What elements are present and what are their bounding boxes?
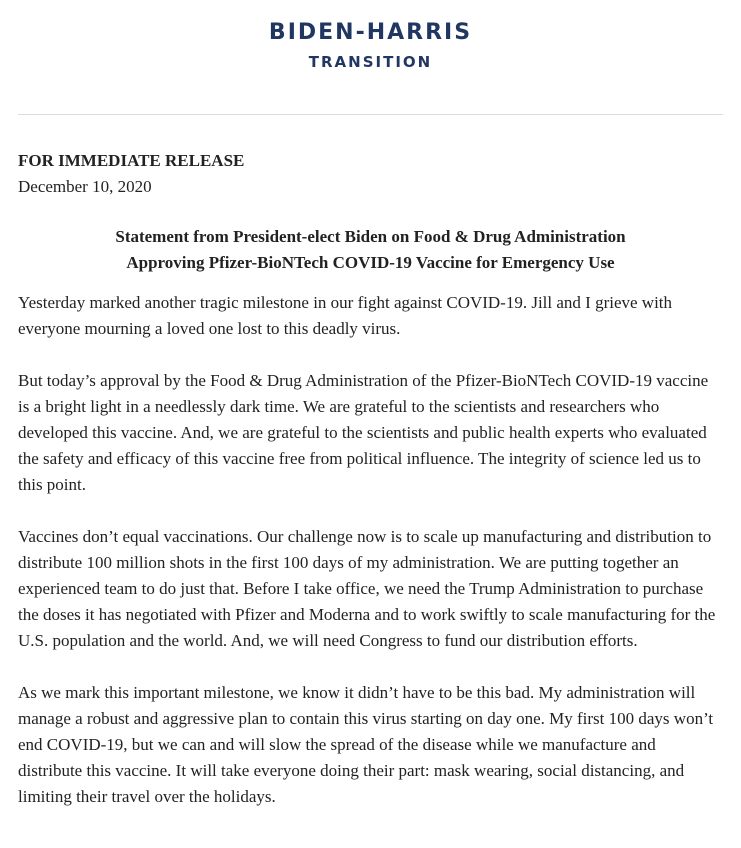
paragraph-2: But today’s approval by the Food & Drug Administration of the Pfizer-BioNTech COVID-19 vaccine is a bright light in a needlessly dark time. We are grateful to the scientists and researchers who developed this vaccine. And, we are grateful to the scientists and public health experts who evaluated the safety and efficacy of this vaccine free from political influence. The integrity of science led us to this point. [18, 371, 709, 494]
logo-title: BIDEN-HARRIS [268, 20, 473, 45]
release-date: December 10, 2020 [18, 177, 152, 196]
header-divider [18, 114, 723, 115]
paragraph-4: As we mark this important milestone, we know it didn’t have to be this bad. My administration will manage a robust and aggressive plan to contain this virus starting on day one. My first 100 days won’t end COVID-19, but we can and will slow the spread of the disease while we manufacture and distribute this vaccine. It will take everyone doing their part: mask wearing, social distancing, and limiting their travel over the holidays. [18, 683, 714, 806]
header-logo [0, 0, 741, 115]
paragraph-3: Vaccines don’t equal vaccinations. Our challenge now is to scale up manufacturing and distribution to distribute 100 million shots in the first 100 days of my administration. We are putting together an experienced team to do just that. Before I take office, we need the Trump Administration to purchase the doses it has negotiated with Pfizer and Moderna and to work swiftly to scale manufacturing for the U.S. population and the world. And, we will need Congress to fund our distribution efforts. [18, 527, 716, 650]
headline-line-2: Approving Pfizer-BioNTech COVID-19 Vaccine for Emergency Use [126, 253, 615, 272]
headline-line-1: Statement from President-elect Biden on Food & Drug Administration [115, 227, 626, 246]
release-label: FOR IMMEDIATE RELEASE [18, 151, 245, 170]
logo-subtitle: TRANSITION [308, 53, 433, 71]
statement-headline [18, 224, 723, 276]
paragraph-1: Yesterday marked another tragic milestone in our fight against COVID-19. Jill and I grieve with everyone mourning a loved one lost to this deadly virus. [18, 293, 673, 338]
press-release-body [18, 148, 723, 810]
